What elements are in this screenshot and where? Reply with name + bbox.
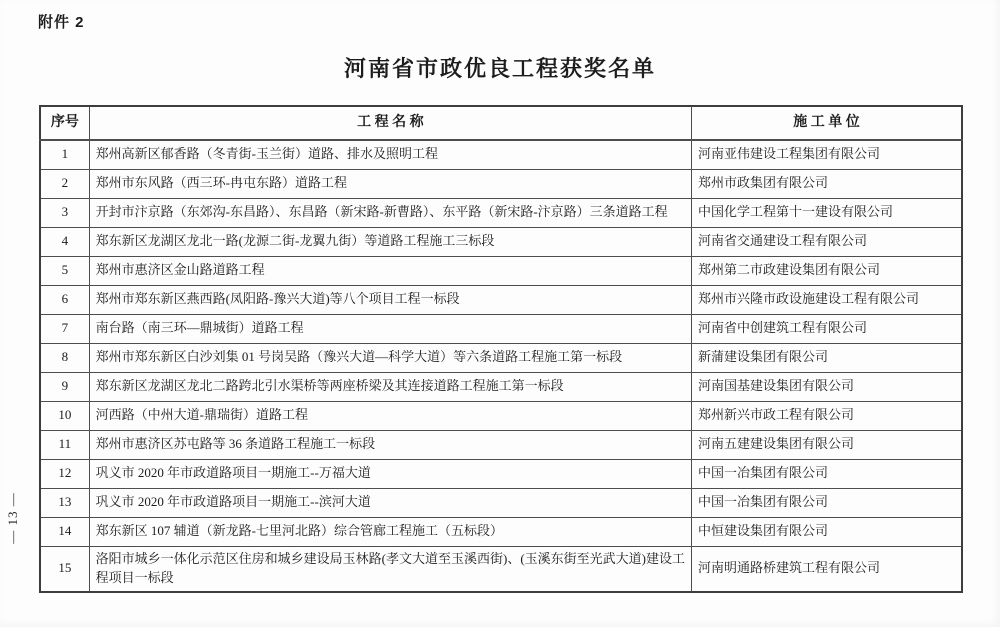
construction-unit-cell: 郑州市政集团有限公司 — [692, 169, 962, 198]
construction-unit-cell: 郑州第二市政建设集团有限公司 — [692, 256, 962, 285]
page-title: 河南省市政优良工程获奖名单 — [343, 56, 656, 81]
project-name-cell: 郑州市郑东新区燕西路(凤阳路-豫兴大道)等八个项目工程一标段 — [89, 285, 691, 314]
page-number: — 13 — — [5, 492, 20, 544]
table-row — [40, 198, 962, 227]
table-row — [40, 169, 962, 198]
header-construction-unit: 施 工 单 位 — [692, 106, 962, 140]
project-name-cell: 巩义市 2020 年市政道路项目一期施工--滨河大道 — [89, 488, 691, 517]
project-name-cell: 南台路（南三环—鼎城街）道路工程 — [89, 314, 691, 343]
construction-unit-cell: 河南省交通建设工程有限公司 — [692, 227, 962, 256]
construction-unit-cell: 河南国基建设集团有限公司 — [692, 372, 962, 401]
serial-number-cell: 3 — [40, 198, 89, 227]
table-row — [40, 285, 962, 314]
award-table — [39, 105, 963, 593]
project-name-cell: 河西路（中州大道-鼎瑞街）道路工程 — [89, 401, 691, 430]
serial-number-cell: 4 — [40, 227, 89, 256]
construction-unit-cell: 中国化学工程第十一建设有限公司 — [692, 198, 962, 227]
project-name-cell: 开封市汴京路（东郊沟-东昌路）、东昌路（新宋路-新曹路）、东平路（新宋路-汴京路）三条道路工程 — [89, 198, 691, 227]
table-row — [40, 459, 962, 488]
construction-unit-cell: 郑州市兴隆市政设施建设工程有限公司 — [692, 285, 962, 314]
construction-unit-cell: 中恒建设集团有限公司 — [692, 517, 962, 546]
serial-number-cell: 13 — [40, 488, 89, 517]
project-name-cell: 郑东新区 107 辅道（新龙路-七里河北路）综合管廊工程施工（五标段） — [89, 517, 691, 546]
table-row — [40, 372, 962, 401]
project-name-cell: 郑东新区龙湖区龙北一路(龙源二街-龙翼九街）等道路工程施工三标段 — [89, 227, 691, 256]
construction-unit-cell: 河南亚伟建设工程集团有限公司 — [692, 140, 962, 169]
project-name-cell: 郑州市郑东新区白沙刘集 01 号岗吴路（豫兴大道—科学大道）等六条道路工程施工第一标段 — [89, 343, 691, 372]
construction-unit-cell: 郑州新兴市政工程有限公司 — [692, 401, 962, 430]
project-name-cell: 洛阳市城乡一体化示范区住房和城乡建设局玉林路(孝文大道至玉溪西街)、(玉溪东街至光武大道)建设工程项目一标段 — [89, 546, 691, 592]
table-header — [40, 106, 962, 140]
table-row — [40, 488, 962, 517]
construction-unit-cell: 新蒲建设集团有限公司 — [692, 343, 962, 372]
serial-number-cell: 11 — [40, 430, 89, 459]
project-name-cell: 郑州市惠济区苏屯路等 36 条道路工程施工一标段 — [89, 430, 691, 459]
construction-unit-cell: 河南省中创建筑工程有限公司 — [692, 314, 962, 343]
header-project-name: 工 程 名 称 — [89, 106, 691, 140]
table-row — [40, 343, 962, 372]
construction-unit-cell: 河南五建建设集团有限公司 — [692, 430, 962, 459]
serial-number-cell: 9 — [40, 372, 89, 401]
table-row — [40, 227, 962, 256]
construction-unit-cell: 河南明通路桥建筑工程有限公司 — [692, 546, 962, 592]
header-serial-number: 序号 — [40, 106, 89, 140]
table-row — [40, 546, 962, 592]
construction-unit-cell: 中国一冶集团有限公司 — [692, 459, 962, 488]
table-body — [40, 140, 962, 592]
table-row — [40, 140, 962, 169]
table-row — [40, 256, 962, 285]
serial-number-cell: 14 — [40, 517, 89, 546]
serial-number-cell: 2 — [40, 169, 89, 198]
serial-number-cell: 12 — [40, 459, 89, 488]
serial-number-cell: 8 — [40, 343, 89, 372]
attachment-label: 附件 2 — [38, 14, 85, 31]
project-name-cell: 郑州市东风路（西三环-冉屯东路）道路工程 — [89, 169, 691, 198]
serial-number-cell: 10 — [40, 401, 89, 430]
serial-number-cell: 6 — [40, 285, 89, 314]
project-name-cell: 郑州市惠济区金山路道路工程 — [89, 256, 691, 285]
project-name-cell: 郑州高新区郁香路（冬青街-玉兰街）道路、排水及照明工程 — [89, 140, 691, 169]
construction-unit-cell: 中国一冶集团有限公司 — [692, 488, 962, 517]
project-name-cell: 巩义市 2020 年市政道路项目一期施工--万福大道 — [89, 459, 691, 488]
table-row — [40, 314, 962, 343]
table-row — [40, 430, 962, 459]
serial-number-cell: 15 — [40, 546, 89, 592]
project-name-cell: 郑东新区龙湖区龙北二路跨北引水渠桥等两座桥梁及其连接道路工程施工第一标段 — [89, 372, 691, 401]
table-row — [40, 401, 962, 430]
serial-number-cell: 7 — [40, 314, 89, 343]
serial-number-cell: 5 — [40, 256, 89, 285]
table-row — [40, 517, 962, 546]
serial-number-cell: 1 — [40, 140, 89, 169]
table-header-row — [40, 106, 962, 140]
